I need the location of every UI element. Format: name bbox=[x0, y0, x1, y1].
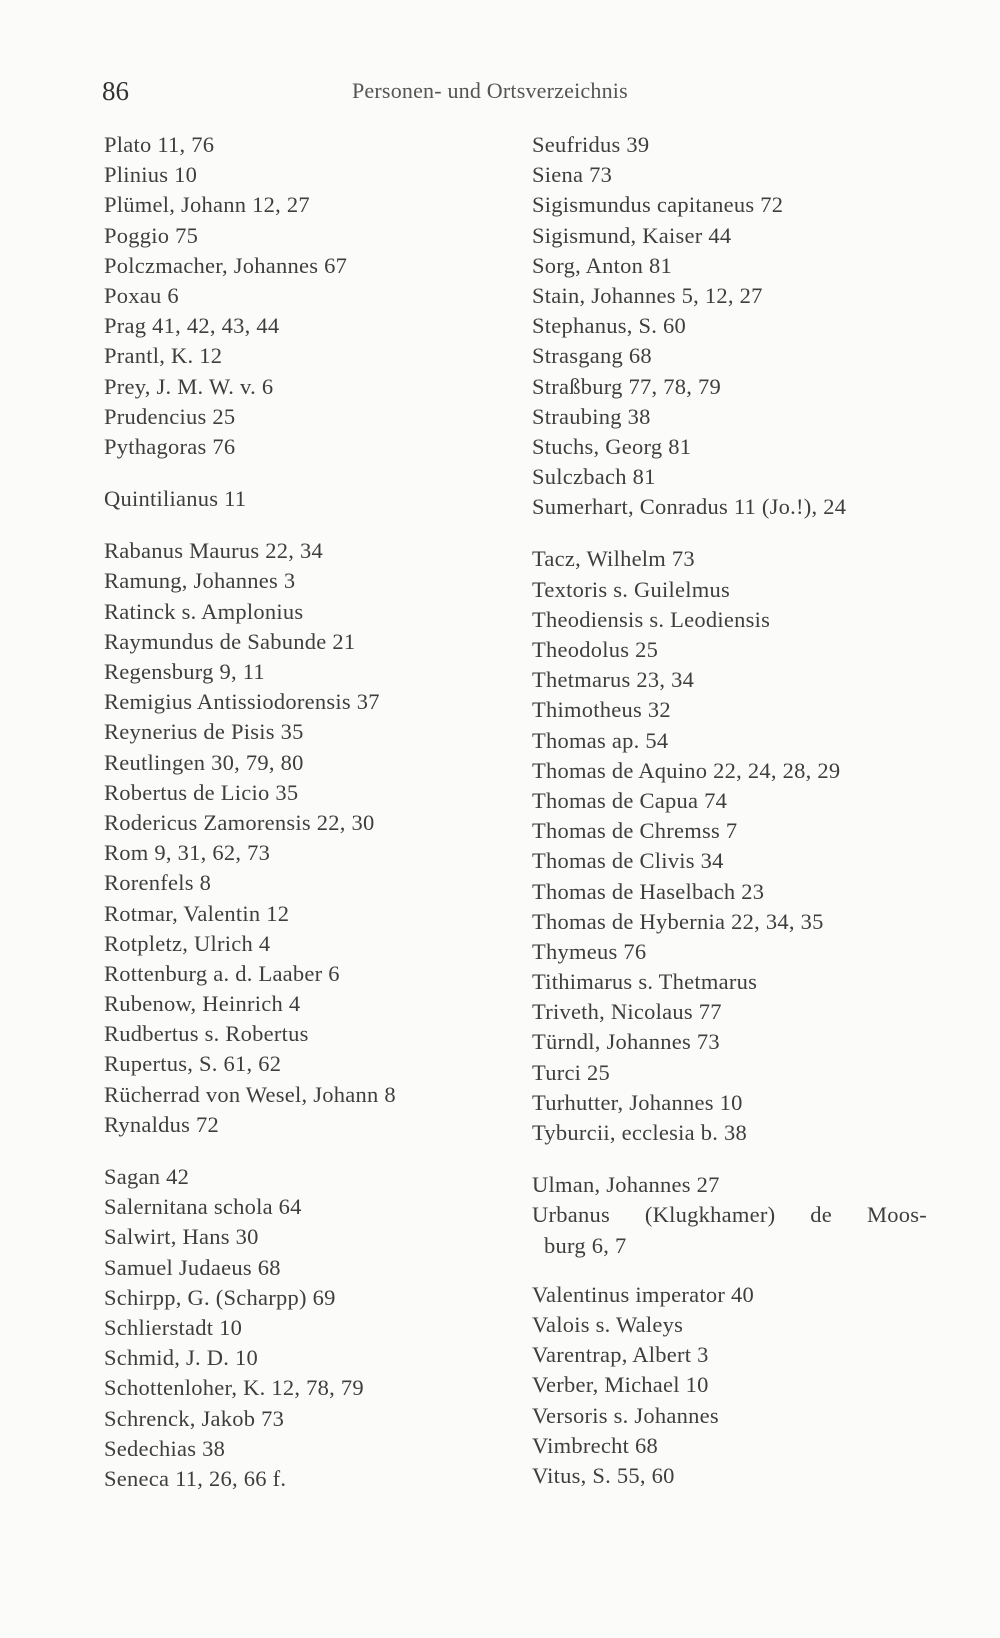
index-entry: Thimotheus 32 bbox=[532, 697, 671, 723]
index-entry: Vimbrecht 68 bbox=[532, 1432, 658, 1458]
index-entry: Rabanus Maurus 22, 34 bbox=[104, 538, 323, 564]
index-letter-group bbox=[532, 1170, 932, 1261]
index-entry: Rynaldus 72 bbox=[104, 1111, 219, 1137]
index-entry: Stuchs, Georg 81 bbox=[532, 433, 692, 459]
index-entry: Tacz, Wilhelm 73 bbox=[532, 546, 695, 572]
index-entry: Quintilianus 11 bbox=[104, 486, 247, 512]
index-entry: Sulczbach 81 bbox=[532, 464, 656, 490]
index-entry: Prantl, K. 12 bbox=[104, 343, 223, 369]
index-entry: Straßburg 77, 78, 79 bbox=[532, 373, 721, 399]
index-entry: burg 6, 7 bbox=[544, 1232, 627, 1258]
index-entry: Regensburg 9, 11 bbox=[104, 659, 265, 684]
index-entry: Rottenburg a. d. Laaber 6 bbox=[104, 960, 340, 986]
index-column-left bbox=[104, 130, 504, 1494]
index-entry: Strasgang 68 bbox=[532, 343, 652, 369]
index-entry: Remigius Antissiodorensis 37 bbox=[104, 689, 380, 715]
index-entry: Samuel Judaeus 68 bbox=[104, 1254, 281, 1280]
index-entry: Rupertus, S. 61, 62 bbox=[104, 1051, 282, 1077]
index-entry: Sorg, Anton 81 bbox=[532, 252, 672, 278]
index-entry: Theodiensis s. Leodiensis bbox=[532, 606, 771, 632]
index-entry: Polczmacher, Johannes 67 bbox=[104, 252, 348, 278]
index-entry: Seneca 11, 26, 66 f. bbox=[104, 1465, 287, 1491]
index-entry: Thetmarus 23, 34 bbox=[532, 667, 695, 693]
index-entry: Plinius 10 bbox=[104, 162, 198, 188]
index-entry: Stephanus, S. 60 bbox=[532, 313, 687, 339]
index-entry: Reutlingen 30, 79, 80 bbox=[104, 749, 304, 775]
page-number: 86 bbox=[102, 76, 129, 106]
index-entry: Robertus de Licio 35 bbox=[104, 779, 299, 805]
index-entry: Rücherrad von Wesel, Johann 8 bbox=[104, 1081, 396, 1107]
index-entry: Textoris s. Guilelmus bbox=[532, 576, 731, 602]
index-entry: Türndl, Johannes 73 bbox=[532, 1029, 720, 1055]
index-letter-group bbox=[532, 130, 932, 522]
index-entry: Thomas de Chremss 7 bbox=[532, 818, 738, 844]
index-entry: Schrenck, Jakob 73 bbox=[104, 1405, 285, 1431]
index-letter-group bbox=[104, 484, 504, 514]
index-entry: Ramung, Johannes 3 bbox=[104, 568, 296, 594]
index-entry: Turhutter, Johannes 10 bbox=[532, 1089, 743, 1115]
index-entry: Raymundus de Sabunde 21 bbox=[104, 628, 356, 654]
index-entry: Stain, Johannes 5, 12, 27 bbox=[532, 282, 763, 308]
index-entry: Rorenfels 8 bbox=[104, 870, 212, 896]
index-entry: Thomas de Aquino 22, 24, 28, 29 bbox=[532, 757, 841, 783]
index-entry: Rotpletz, Ulrich 4 bbox=[104, 930, 271, 956]
index-entry: Prey, J. M. W. v. 6 bbox=[104, 373, 274, 399]
index-entry: Ratinck s. Amplonius bbox=[104, 598, 304, 624]
index-entry: Sedechias 38 bbox=[104, 1435, 226, 1461]
index-entry: Sigismundus capitaneus 72 bbox=[532, 192, 784, 218]
index-letter-group bbox=[532, 544, 932, 1148]
index-entry: Valois s. Waleys bbox=[532, 1311, 684, 1337]
index-entry: Rodericus Zamorensis 22, 30 bbox=[104, 809, 375, 835]
index-entry: Pythagoras 76 bbox=[104, 433, 236, 459]
index-entry: Salwirt, Hans 30 bbox=[104, 1224, 259, 1250]
running-title: Personen- und Ortsverzeichnis bbox=[352, 78, 628, 103]
index-entry: Triveth, Nicolaus 77 bbox=[532, 999, 722, 1025]
index-entry: Sigismund, Kaiser 44 bbox=[532, 222, 732, 248]
index-entry: Tithimarus s. Thetmarus bbox=[532, 969, 758, 995]
index-entry: Straubing 38 bbox=[532, 403, 651, 429]
index-entry: Poxau 6 bbox=[104, 282, 179, 308]
index-entry: Rubenow, Heinrich 4 bbox=[104, 991, 301, 1017]
index-column-right bbox=[532, 130, 932, 1491]
index-entry: Schmid, J. D. 10 bbox=[104, 1345, 259, 1371]
index-entry: Prudencius 25 bbox=[104, 403, 236, 429]
index-entry: Verber, Michael 10 bbox=[532, 1372, 709, 1398]
index-entry: Plato 11, 76 bbox=[104, 132, 215, 157]
index-entry: Prag 41, 42, 43, 44 bbox=[104, 313, 280, 339]
index-entry: Theodolus 25 bbox=[532, 637, 659, 662]
index-entry: Thomas de Haselbach 23 bbox=[532, 878, 765, 904]
index-entry: Versoris s. Johannes bbox=[532, 1402, 719, 1428]
index-entry: Vitus, S. 55, 60 bbox=[532, 1462, 675, 1488]
index-entry: Varentrap, Albert 3 bbox=[532, 1342, 709, 1368]
index-entry: Thomas de Hybernia 22, 34, 35 bbox=[532, 908, 824, 934]
index-entry: Thomas ap. 54 bbox=[532, 727, 669, 753]
page-header bbox=[102, 76, 902, 116]
index-entry: Tyburcii, ecclesia b. 38 bbox=[532, 1120, 747, 1145]
index-entry: Turci 25 bbox=[532, 1059, 611, 1085]
index-entry: Valentinus imperator 40 bbox=[532, 1281, 754, 1307]
index-letter-group bbox=[104, 536, 504, 1140]
index-entry: Rom 9, 31, 62, 73 bbox=[104, 840, 271, 866]
index-entry: Ulman, Johannes 27 bbox=[532, 1172, 720, 1198]
index-entry: Urbanus (Klugkhamer) de Moos- bbox=[532, 1202, 927, 1228]
index-entry: Salernitana schola 64 bbox=[104, 1194, 302, 1220]
index-entry: Reynerius de Pisis 35 bbox=[104, 719, 304, 745]
index-letter-group bbox=[532, 1280, 932, 1491]
index-letter-group bbox=[104, 130, 504, 462]
index-entry: Siena 73 bbox=[532, 162, 613, 188]
index-entry: Rudbertus s. Robertus bbox=[104, 1021, 309, 1047]
index-entry: Thomas de Capua 74 bbox=[532, 787, 728, 813]
index-entry: Seufridus 39 bbox=[532, 132, 650, 157]
index-entry: Schottenloher, K. 12, 78, 79 bbox=[104, 1375, 364, 1401]
index-entry: Thomas de Clivis 34 bbox=[532, 848, 724, 874]
index-entry: Sumerhart, Conradus 11 (Jo.!), 24 bbox=[532, 494, 847, 520]
index-entry: Rotmar, Valentin 12 bbox=[104, 900, 290, 926]
index-entry: Schlierstadt 10 bbox=[104, 1314, 243, 1340]
index-entry: Thymeus 76 bbox=[532, 938, 647, 964]
index-letter-group bbox=[104, 1162, 504, 1494]
index-entry: Plümel, Johann 12, 27 bbox=[104, 192, 310, 218]
index-entry: Schirpp, G. (Scharpp) 69 bbox=[104, 1284, 336, 1310]
index-entry: Poggio 75 bbox=[104, 222, 199, 248]
index-entry: Sagan 42 bbox=[104, 1164, 190, 1189]
